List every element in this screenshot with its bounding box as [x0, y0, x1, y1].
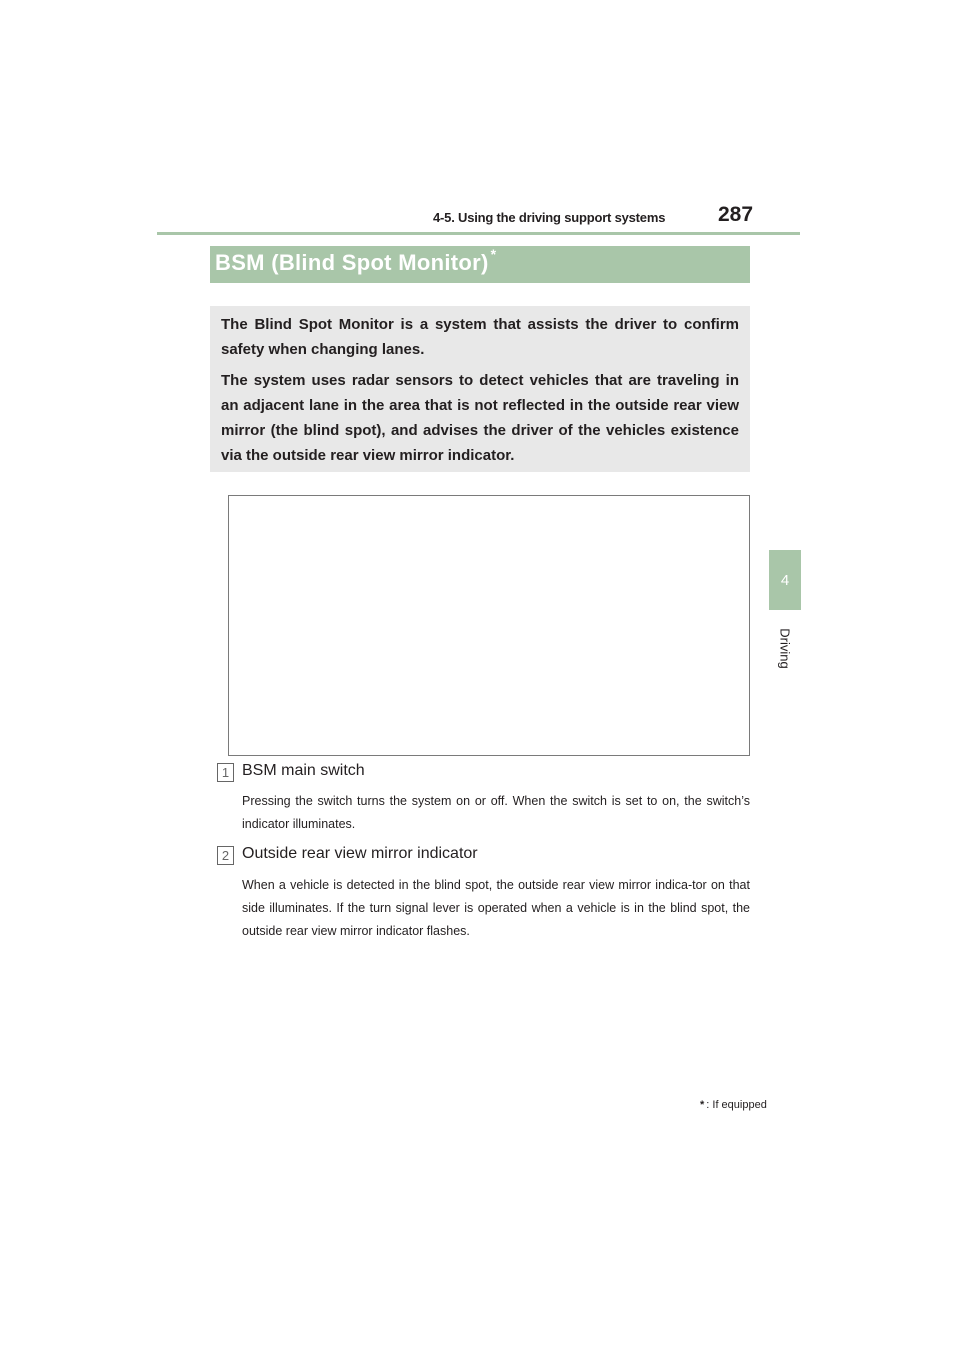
- section-title-bar: [210, 246, 750, 283]
- item-description: Pressing the switch turns the system on or off. When the switch is set to on, the switch’s indicator illuminates.: [242, 794, 750, 831]
- footnote: [700, 1099, 767, 1111]
- item-title: BSM main switch: [242, 762, 365, 779]
- intro-paragraph: The system uses radar sensors to detect vehicles that are traveling in an adjacent lane in the area that is not reflected in the outside rear view mirror (the blind spot), and advises the driver of the vehicles existence via the outside rear view mirror indicator.: [221, 372, 739, 464]
- chapter-label: Driving: [777, 627, 793, 669]
- item-description: When a vehicle is detected in the blind spot, the outside rear view mirror indica-tor on that side illuminates. If the turn signal lever is operated when a vehicle is in the blind spot, the outside rear view mirror indicator flashes.: [242, 878, 750, 938]
- intro-box: [210, 306, 750, 472]
- item-number-badge: 2: [217, 846, 234, 865]
- item-number-badge: 1: [217, 763, 234, 782]
- illustration-frame: [228, 495, 750, 756]
- page-number: 287: [718, 203, 754, 226]
- intro-paragraph: The Blind Spot Monitor is a system that assists the driver to confirm safety when changing lanes.: [221, 316, 739, 358]
- chapter-label-wrap: [767, 618, 803, 678]
- asterisk-icon: *: [700, 1099, 705, 1111]
- section-title: [215, 246, 497, 276]
- asterisk-icon: *: [490, 246, 497, 262]
- header-divider: [157, 232, 800, 235]
- section-title-text: BSM (Blind Spot Monitor): [215, 250, 489, 275]
- footnote-text: : If equipped: [706, 1099, 767, 1111]
- chapter-number: 4: [780, 571, 790, 589]
- chapter-tab: [769, 550, 801, 610]
- header-section-title: 4-5. Using the driving support systems: [433, 210, 666, 225]
- item-title: Outside rear view mirror indicator: [242, 845, 478, 862]
